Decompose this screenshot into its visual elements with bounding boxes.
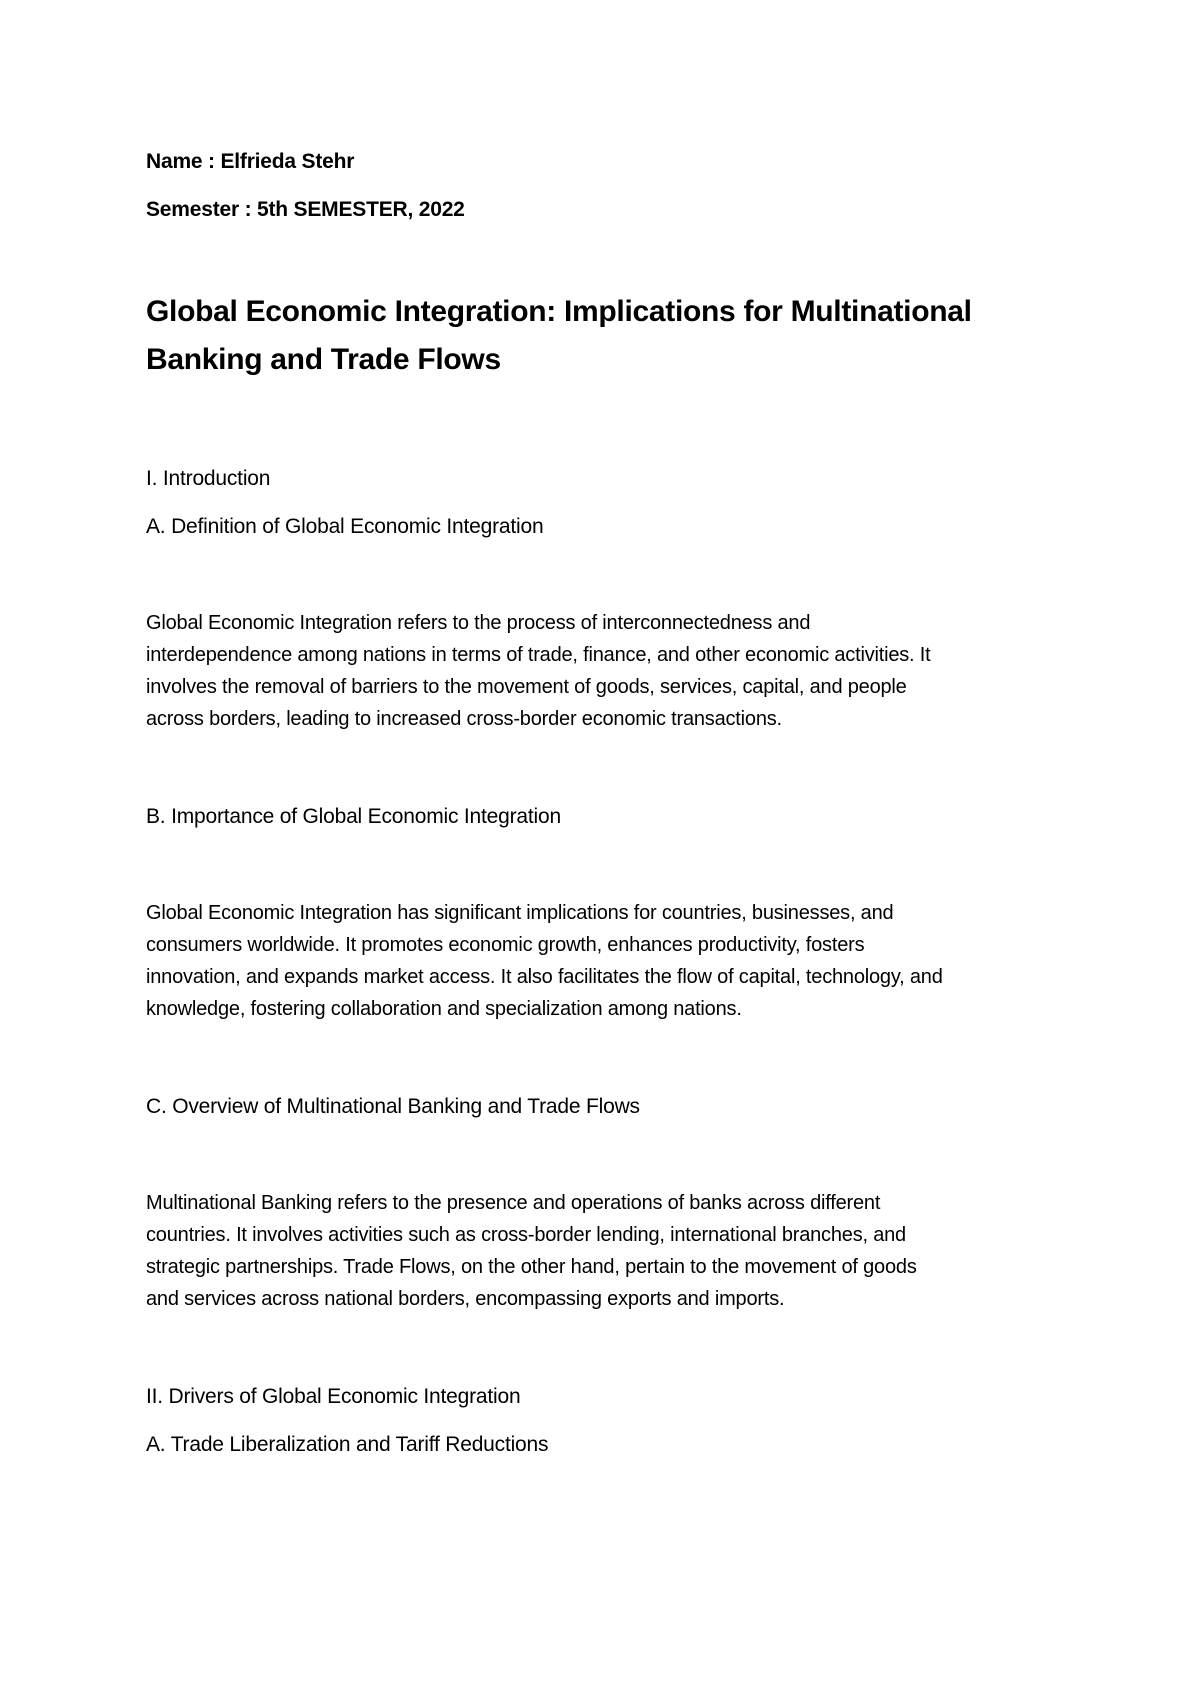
document-title: Global Economic Integration: Implications for Multinational Banking and Trade Flows <box>146 295 972 376</box>
semester-info: Semester : 5th SEMESTER, 2022 <box>146 198 465 221</box>
section-heading-drivers: II. Drivers of Global Economic Integration <box>146 1385 521 1408</box>
paragraph-definition: Global Economic Integration refers to the process of interconnectedness and interdependence among nations in terms of trade, finance, and other economic activities. It involves the removal of barriers to the movement of goods, services, capital, and people across borders, leading to increased cross-border economic transactions. <box>146 612 931 730</box>
paragraph-importance: Global Economic Integration has significant implications for countries, businesses, and consumers worldwide. It promotes economic growth, enhances productivity, fosters innovation, and expands market access. It also facilitates the flow of capital, technology, and knowledge, fostering collaboration and specialization among nations. <box>146 902 943 1020</box>
subheading-overview: C. Overview of Multinational Banking and Trade Flows <box>146 1095 640 1118</box>
subheading-definition: A. Definition of Global Economic Integration <box>146 515 544 538</box>
paragraph-overview: Multinational Banking refers to the presence and operations of banks across different countries. It involves activities such as cross-border lending, international branches, and strategic partnerships. Trade Flows, on the other hand, pertain to the movement of goods and services across national borders, encompassing exports and imports. <box>146 1192 917 1310</box>
student-name: Name : Elfrieda Stehr <box>146 150 355 173</box>
subheading-importance: B. Importance of Global Economic Integration <box>146 805 561 828</box>
subheading-trade-liberalization: A. Trade Liberalization and Tariff Reductions <box>146 1433 549 1456</box>
section-heading-introduction: I. Introduction <box>146 467 271 490</box>
